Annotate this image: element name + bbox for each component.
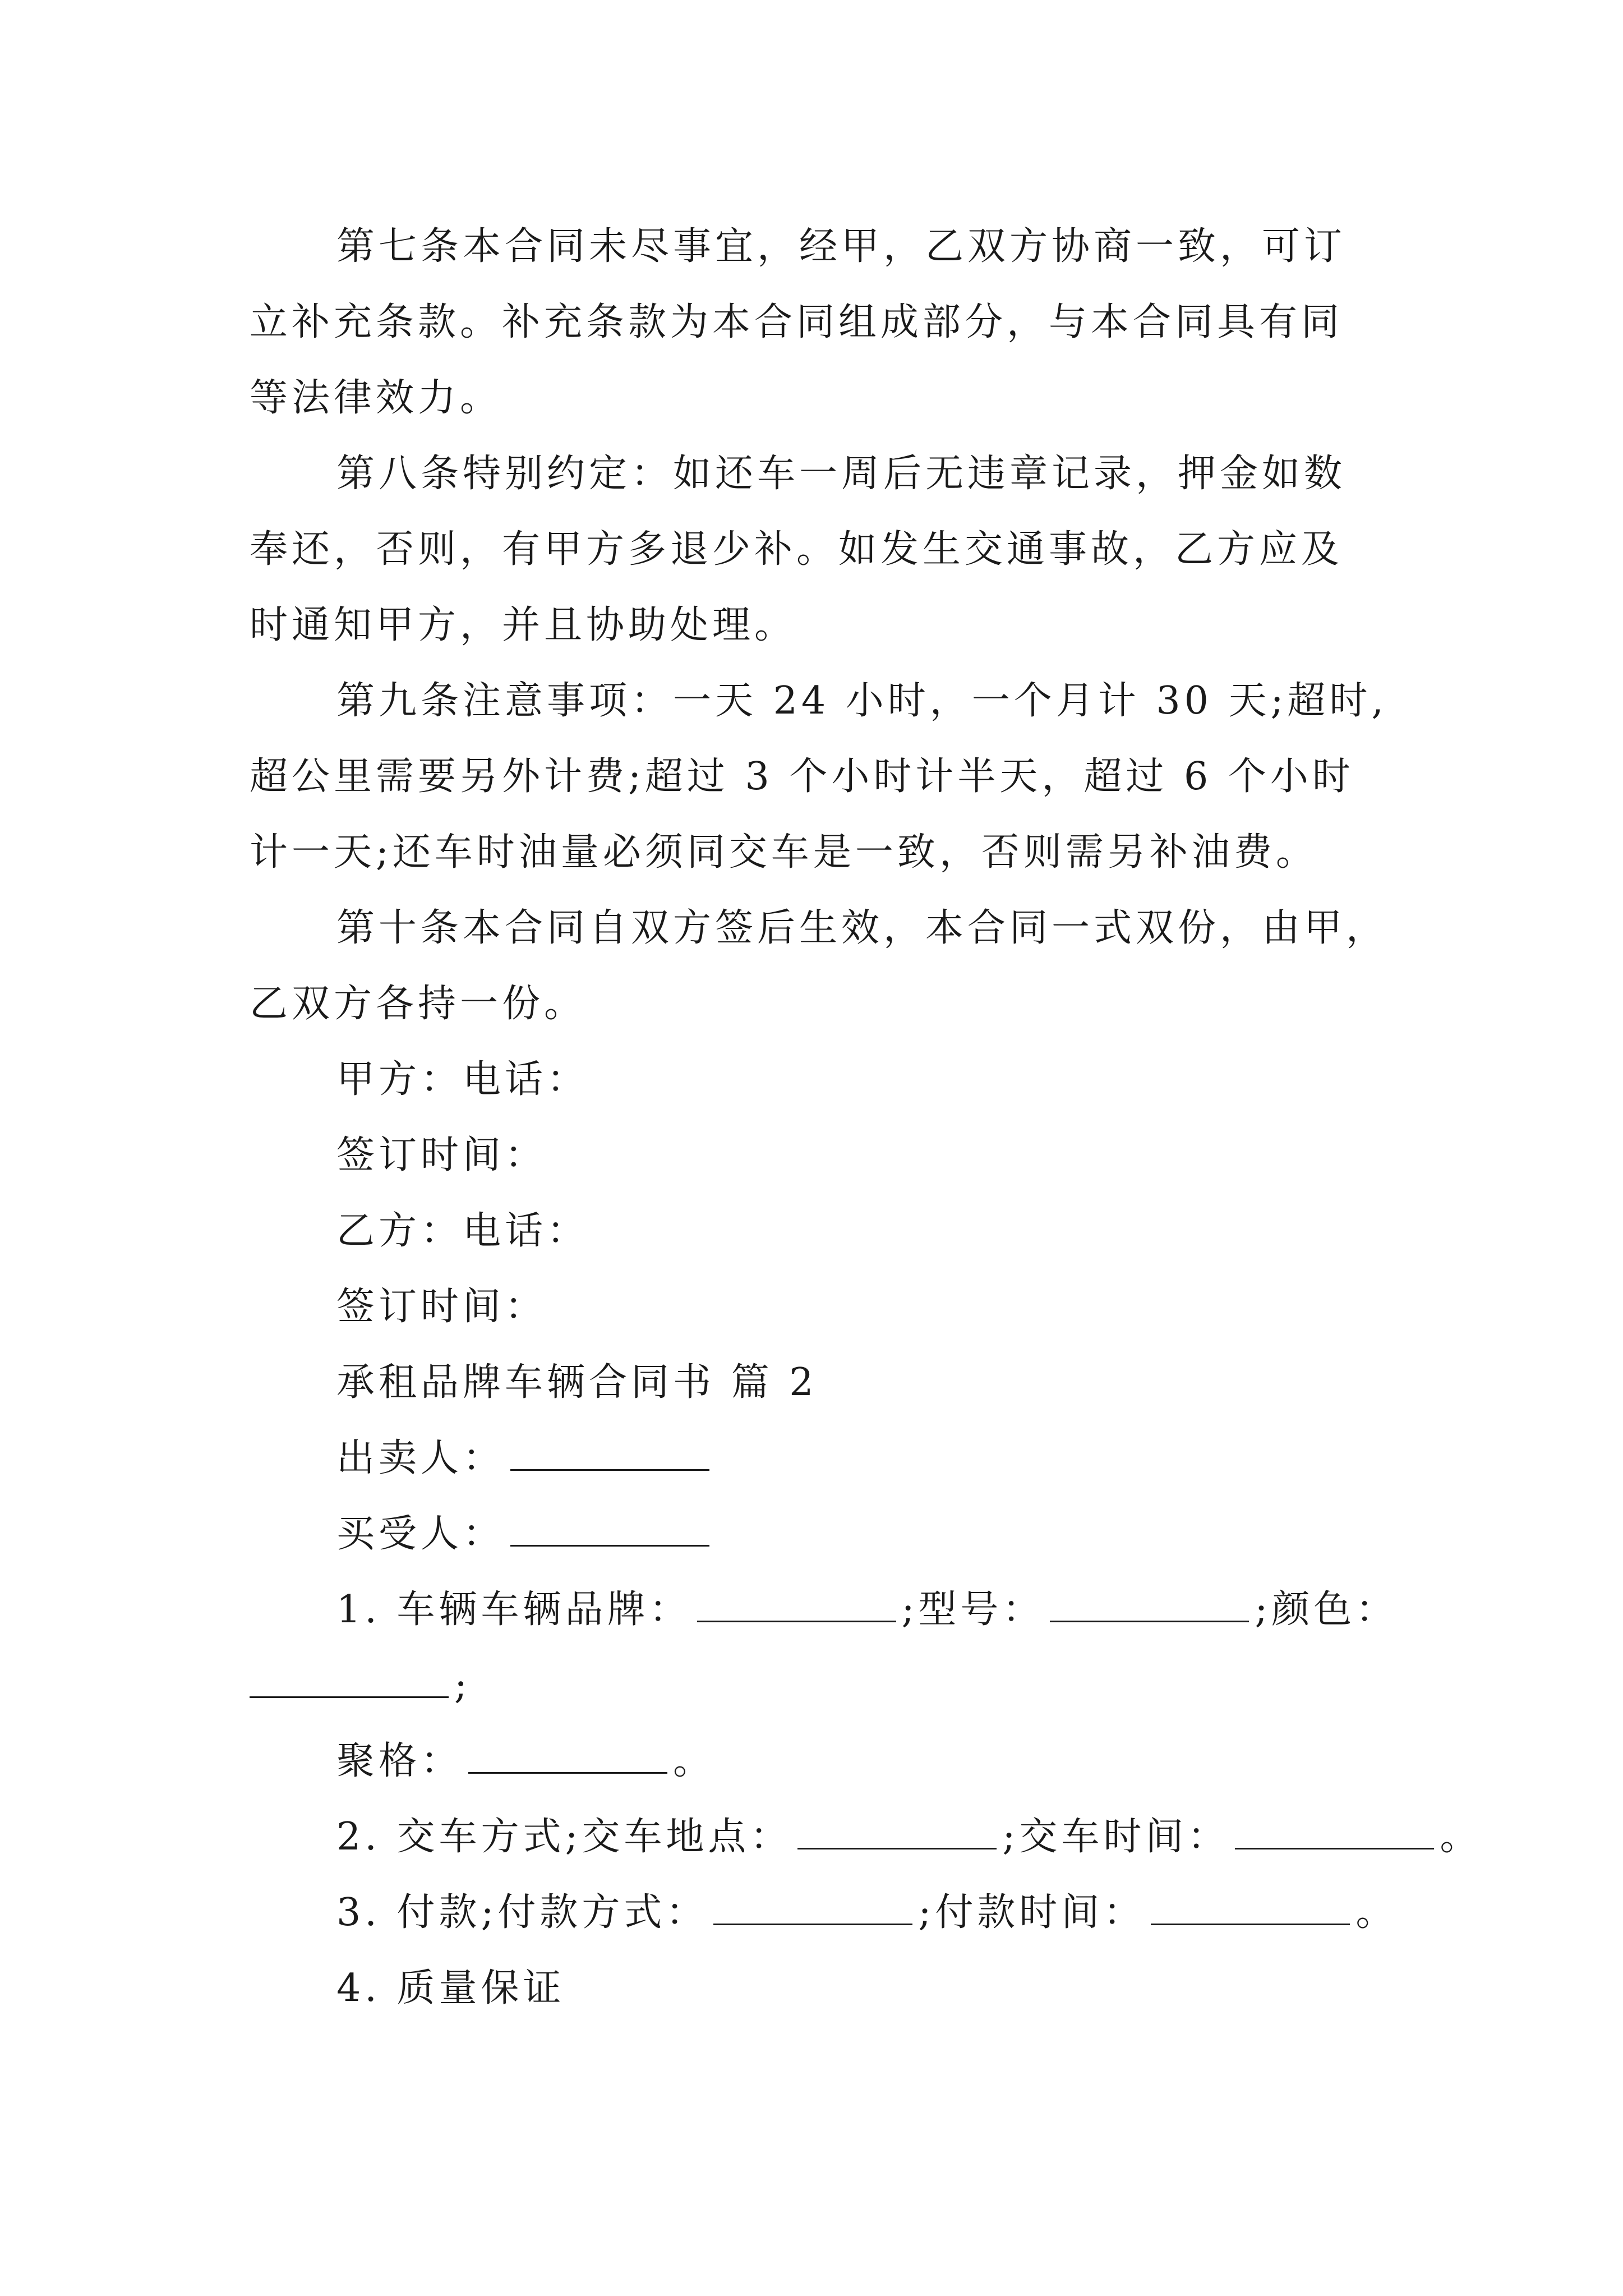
payment-time-blank [1151,1890,1350,1925]
color-label: ;颜色： [1255,1588,1398,1632]
delivery-place-blank [797,1814,997,1849]
article-8-line-2: 奉还，否则，有甲方多退少补。如发生交通事故，乙方应及 [250,527,1344,572]
delivery-time-label: ;交车时间： [1002,1815,1230,1859]
party-b-phone: 乙方：电话： [336,1209,589,1253]
item-3-line [336,1888,1481,1938]
seller-line [336,1433,1481,1484]
item-1-continuation [250,1660,1394,1711]
model-blank [1050,1587,1249,1622]
delivery-place-label: 2. 交车方式;交车地点： [336,1815,792,1859]
item-4-line: 4. 质量保证 [336,1966,565,2010]
brand-label: 1. 车辆车辆品牌： [336,1588,691,1632]
item-2-end: 。 [1440,1815,1482,1859]
buyer-label: 买受人： [336,1512,505,1556]
color-blank [250,1663,449,1698]
item-3-end: 。 [1355,1890,1398,1935]
article-10-line-2: 乙双方各持一份。 [250,982,587,1026]
buyer-blank [510,1511,709,1547]
article-8-line-3: 时通知甲方，并且协助处理。 [250,603,797,647]
buyer-line [336,1509,1481,1559]
section-title: 承租品牌车辆合同书 篇 2 [336,1360,818,1405]
article-9-line-2: 超公里需要另外计费;超过 3 个小时计半天，超过 6 个小时 [250,754,1354,799]
article-8-line-1: 第八条特别约定：如还车一周后无违章记录，押金如数 [336,452,1347,496]
party-a-sign-time: 签订时间： [336,1133,547,1177]
spec-line [336,1736,1481,1787]
article-7-line-1: 第七条本合同未尽事宜，经甲，乙双方协商一致，可订 [336,224,1347,269]
article-9-line-3: 计一天;还车时油量必须同交车是一致，否则需另补油费。 [250,830,1318,875]
party-a-phone: 甲方：电话： [336,1057,589,1102]
delivery-time-blank [1235,1814,1434,1849]
article-10-line-1: 第十条本合同自双方签后生效，本合同一式双份，由甲， [336,906,1389,950]
spec-blank [468,1738,667,1774]
article-9-line-1: 第九条注意事项：一天 24 小时，一个月计 30 天;超时, [336,679,1388,723]
payment-method-blank [713,1890,912,1925]
item-1-line [336,1585,1481,1635]
model-label: ;型号： [901,1588,1045,1632]
spec-end: 。 [673,1739,716,1783]
party-b-sign-time: 签订时间： [336,1285,547,1329]
item-1-end: ; [454,1663,471,1708]
seller-blank [510,1435,709,1471]
article-7-line-2: 立补充条款。补充条款为本合同组成部分，与本合同具有同 [250,300,1344,344]
brand-blank [697,1587,896,1622]
item-2-line [336,1812,1481,1862]
seller-label: 出卖人： [336,1436,505,1480]
payment-method-label: 3. 付款;付款方式： [336,1890,708,1935]
payment-time-label: ;付款时间： [918,1890,1146,1935]
article-7-line-3: 等法律效力。 [250,376,502,420]
spec-label: 聚格： [336,1739,463,1783]
